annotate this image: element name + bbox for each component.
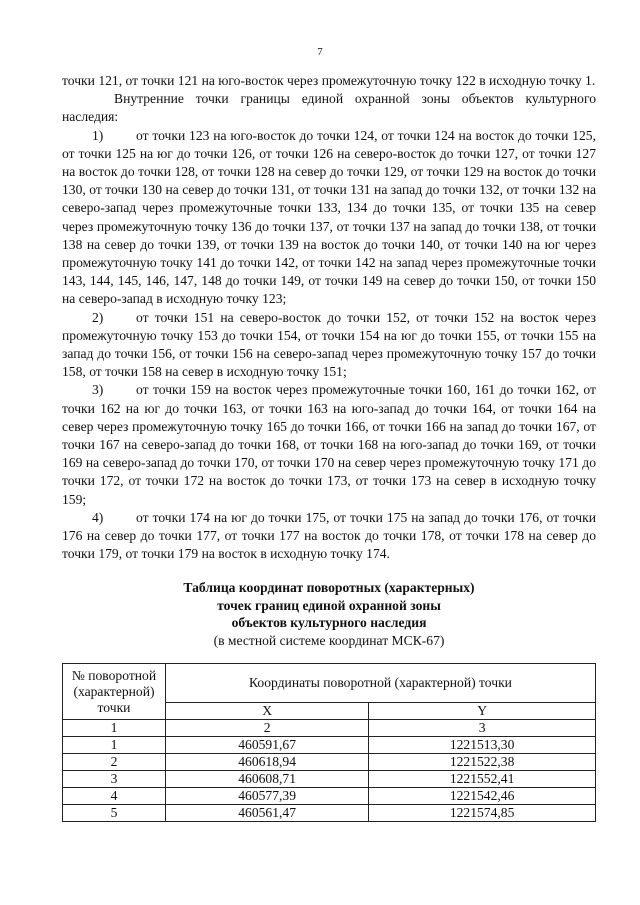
table-cell: 3 (369, 720, 596, 737)
table-cell: 4 (63, 788, 166, 805)
table-cell: 1221522,38 (369, 754, 596, 771)
table-row (63, 754, 596, 771)
table-title (62, 579, 596, 632)
list-item-number: 1) (92, 127, 104, 143)
paragraph-continuation: точки 121, от точки 121 на юго-восток через промежуточную точку 122 в исходную точку 1. (62, 73, 596, 88)
paragraph-intro: Внутренние точки границы единой охранной зоны объектов культурного наследия: (62, 91, 596, 125)
table-cell: 460608,71 (166, 771, 369, 788)
list-item-number: 2) (92, 309, 104, 325)
list-item-number: 4) (92, 509, 104, 525)
table-index-row (63, 720, 596, 737)
table-cell: 3 (63, 771, 166, 788)
coordinates-table (62, 663, 596, 822)
table-cell: 1221552,41 (369, 771, 596, 788)
table-row (63, 805, 596, 822)
header-point-number: № поворотной (характерной) точки (63, 664, 166, 720)
header-y: Y (369, 703, 596, 720)
table-cell: 2 (166, 720, 369, 737)
table-row (63, 771, 596, 788)
table-cell: 5 (63, 805, 166, 822)
table-cell: 1221542,46 (369, 788, 596, 805)
list-item-text: от точки 159 на восток через промежуточные точки 160, 161 до точки 162, от точки 162 на юг до точки 163, от точки 163 на юго-запад до точки 164, от точки 164 на север через промежуточную точку 165 до точки 166, от точки 166 на запад до точки 167, от точки 167 на северо-запад до точки 168, от точки 168 на юго-запад до точки 169, от точки 169 на северо-запад до точки 170, от точки 170 на север через промежуточную точку 171 до точки 172, от точки 172 на восток до точки 173, от точки 173 на север в исходную точку 159; (62, 382, 596, 507)
table-cell: 2 (63, 754, 166, 771)
table-title-line: точек границ единой охранной зоны (217, 597, 441, 613)
header-coordinates: Координаты поворотной (характерной) точки (166, 664, 596, 703)
list-item-number: 3) (92, 382, 104, 398)
document-body (62, 72, 596, 649)
list-item-text: от точки 123 на юго-восток до точки 124, от точки 124 на восток до точки 125, от точки 125 на юг до точки 126, от точки 126 на северо-восток до точки 127, от точки 127 на восток до точки 128, от точки 128 на север до точки 129, от точки 129 на восток до точки 130, от точки 130 на север до точки 131, от точки 131 на запад до точки 132, от точки 132 на северо-запад через промежуточные точки 133, 134 до точки 135, от точки 135 на север через промежуточную точку 136 до точки 137, от точки 137 на запад до точки 138, от точки 138 на север до точки 139, от точки 139 на восток до точки 140, от точки 140 на юг через промежуточную точку 141 до точки 142, от точки 142 на запад через промежуточные точки 143, 144, 145, 146, 147, 148 до точки 149, от точки 149 на север до точки 150, от точки 150 на северо-запад в исходную точку 123; (62, 127, 596, 307)
table-cell: 1221574,85 (369, 805, 596, 822)
header-x: X (166, 703, 369, 720)
list-item-text: от точки 151 на северо-восток до точки 152, от точки 152 на восток через промежуточную точку 153 до точки 154, от точки 154 на юг до точки 155, от точки 155 на запад до точки 156, от точки 156 на северо-запад через промежуточную точку 157 до точки 158, от точки 158 на север в исходную точку 151; (62, 309, 596, 380)
table-cell: 1 (63, 737, 166, 754)
table-cell: 460577,39 (166, 788, 369, 805)
table-row (63, 737, 596, 754)
table-title-line: Таблица координат поворотных (характерных) (183, 580, 475, 596)
table-cell: 460618,94 (166, 754, 369, 771)
table-header-row (63, 664, 596, 703)
table-cell: 460561,47 (166, 805, 369, 822)
list-item-text: от точки 174 на юг до точки 175, от точки 175 на запад до точки 176, от точки 176 на север до точки 177, от точки 177 на восток до точки 178, от точки 178 на север до точки 179, от точки 179 на восток в исходную точку 174. (62, 509, 596, 562)
list-item (62, 309, 596, 382)
table-row (63, 788, 596, 805)
list-item (62, 509, 596, 564)
table-cell: 1221513,30 (369, 737, 596, 754)
list-item (62, 381, 596, 508)
table-subtitle: (в местной системе координат МСК-67) (213, 632, 445, 648)
table-title-line: объектов культурного наследия (231, 615, 427, 631)
table-cell: 1 (63, 720, 166, 737)
page-number: 7 (317, 46, 323, 58)
list-item (62, 127, 596, 309)
table-cell: 460591,67 (166, 737, 369, 754)
